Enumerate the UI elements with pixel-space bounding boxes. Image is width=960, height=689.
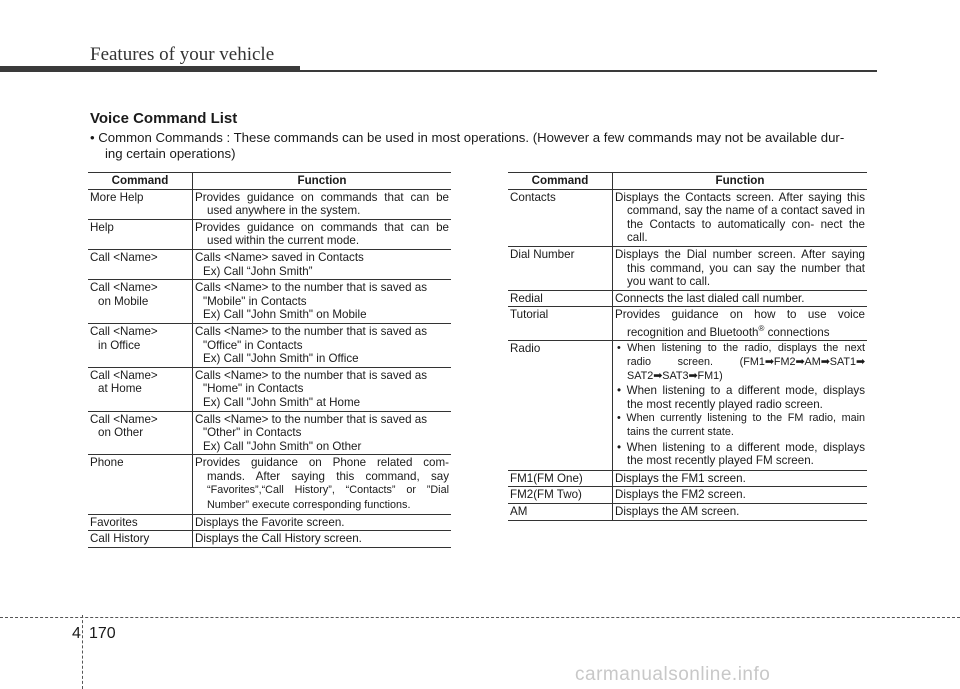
command-cell: Call <Name>: [90, 281, 158, 295]
watermark: carmanualsonline.info: [575, 664, 771, 685]
header-bar: [0, 66, 300, 72]
command-cell: FM2(FM Two): [510, 488, 582, 502]
command-cell: AM: [510, 504, 528, 518]
function-cell: Provides guidance on how to use voice recognition and Bluetooth® connections: [615, 308, 865, 339]
right-command-table: [508, 172, 867, 521]
footer-dashed-rule: [0, 617, 960, 618]
command-cell: Call <Name>: [90, 250, 158, 264]
command-cell: Call <Name>: [90, 412, 158, 426]
function-line: "Home" in Contacts: [203, 382, 304, 396]
function-example: Ex) Call "John Smith" in Office: [203, 352, 359, 366]
function-cell: Calls <Name> to the number that is saved as: [195, 368, 427, 382]
command-cell: Phone: [90, 456, 124, 470]
command-cell: Call <Name>: [90, 324, 158, 338]
function-example: Ex) Call “John Smith”: [203, 264, 313, 278]
command-cell: Tutorial: [510, 308, 549, 322]
function-cell: Provides guidance on commands that can be used anywhere in the system.: [195, 190, 449, 218]
table-row: [88, 514, 451, 531]
function-cell: Displays the AM screen.: [615, 504, 740, 518]
table-row: [88, 455, 451, 514]
header-rule: [300, 70, 877, 72]
command-qualifier: at Home: [98, 382, 142, 396]
command-cell: Contacts: [510, 190, 556, 204]
radio-bullet: • When listening to a different mode, displays the most recently played FM screen.: [617, 440, 865, 468]
footer-dashed-divider: [82, 615, 83, 689]
left-header-command: Command: [88, 173, 193, 190]
function-cell: Calls <Name> to the number that is saved as: [195, 324, 427, 338]
function-cell: Provides guidance on commands that can be used within the current mode.: [195, 220, 449, 248]
table-row: [508, 470, 867, 487]
table-row: [508, 290, 867, 307]
function-cell: Displays the Contacts screen. After saying this command, say the name of a contact saved in the Contacts to automatically con- nect the call.: [615, 190, 865, 245]
function-cell: Connects the last dialed call number.: [615, 291, 805, 305]
command-cell: Radio: [510, 342, 541, 356]
table-row: [88, 531, 451, 548]
table-row: [88, 323, 451, 367]
function-example: Ex) Call "John Smith" on Other: [203, 439, 362, 453]
right-header-command: Command: [508, 173, 613, 190]
function-cell: Calls <Name> to the number that is saved as: [195, 412, 427, 426]
section-title: Voice Command List: [90, 110, 238, 127]
command-cell: FM1(FM One): [510, 471, 583, 485]
command-qualifier: on Other: [98, 426, 144, 440]
table-row: [508, 503, 867, 520]
table-row: [88, 280, 451, 324]
intro-paragraph: [90, 130, 880, 162]
command-cell: Call <Name>: [90, 368, 158, 382]
function-cell: Provides guidance on Phone related com- mands. After saying this command, say “Favorites”,“Call History”, “Contacts” or ”Dial Number” execute corresponding functions.: [195, 456, 449, 512]
radio-bullet: • When listening to a different mode, displays the most recently played radio screen.: [617, 384, 865, 411]
function-cell: Displays the FM1 screen.: [615, 471, 746, 485]
left-command-table: [88, 172, 451, 548]
function-cell: Displays the FM2 screen.: [615, 488, 746, 502]
table-row: [508, 341, 867, 470]
function-cell: Calls <Name> saved in Contacts: [195, 250, 364, 264]
table-row: [508, 307, 867, 341]
command-qualifier: on Mobile: [98, 294, 149, 308]
function-cell: Displays the Dial number screen. After saying this command, you can say the number that you want to call.: [615, 247, 865, 289]
function-cell: Calls <Name> to the number that is saved as: [195, 281, 427, 295]
table-row: [508, 246, 867, 290]
function-line: "Other" in Contacts: [203, 426, 302, 440]
table-row: [508, 487, 867, 504]
table-row: [88, 249, 451, 279]
table-row: [88, 367, 451, 411]
table-row: [88, 411, 451, 455]
radio-bullet: • When currently listening to the FM radio, main tains the current state.: [617, 412, 865, 438]
page-header-title: Features of your vehicle: [90, 44, 275, 65]
table-row: [88, 189, 451, 219]
command-cell: More Help: [90, 190, 144, 204]
command-cell: Help: [90, 220, 114, 234]
right-header-function: Function: [613, 173, 868, 190]
command-cell: Favorites: [90, 515, 138, 529]
intro-line-1: • Common Commands : These commands can be used in most operations. (However a few commands may not be available dur-: [90, 130, 845, 145]
table-row: [88, 219, 451, 249]
command-cell: Dial Number: [510, 247, 575, 261]
registered-mark: ®: [758, 323, 765, 333]
function-line: "Mobile" in Contacts: [203, 294, 307, 308]
intro-line-2: ing certain operations): [105, 146, 236, 161]
command-qualifier: in Office: [98, 338, 141, 352]
function-cell: Displays the Call History screen.: [195, 532, 362, 546]
radio-bullet: • When listening to the radio, displays the next radio screen. (FM1➡FM2➡AM➡SAT1➡ SAT2➡SAT3➡FM1): [617, 342, 865, 382]
table-row: [508, 189, 867, 246]
function-cell: Displays the Favorite screen.: [195, 515, 345, 529]
command-cell: Redial: [510, 291, 543, 305]
command-cell: Call History: [90, 532, 150, 546]
function-example: Ex) Call "John Smith" on Mobile: [203, 308, 367, 322]
function-line: "Office" in Contacts: [203, 338, 303, 352]
function-example: Ex) Call "John Smith" at Home: [203, 395, 361, 409]
left-header-function: Function: [193, 173, 452, 190]
chapter-number: 4: [72, 625, 81, 642]
page-number: 170: [89, 625, 116, 642]
